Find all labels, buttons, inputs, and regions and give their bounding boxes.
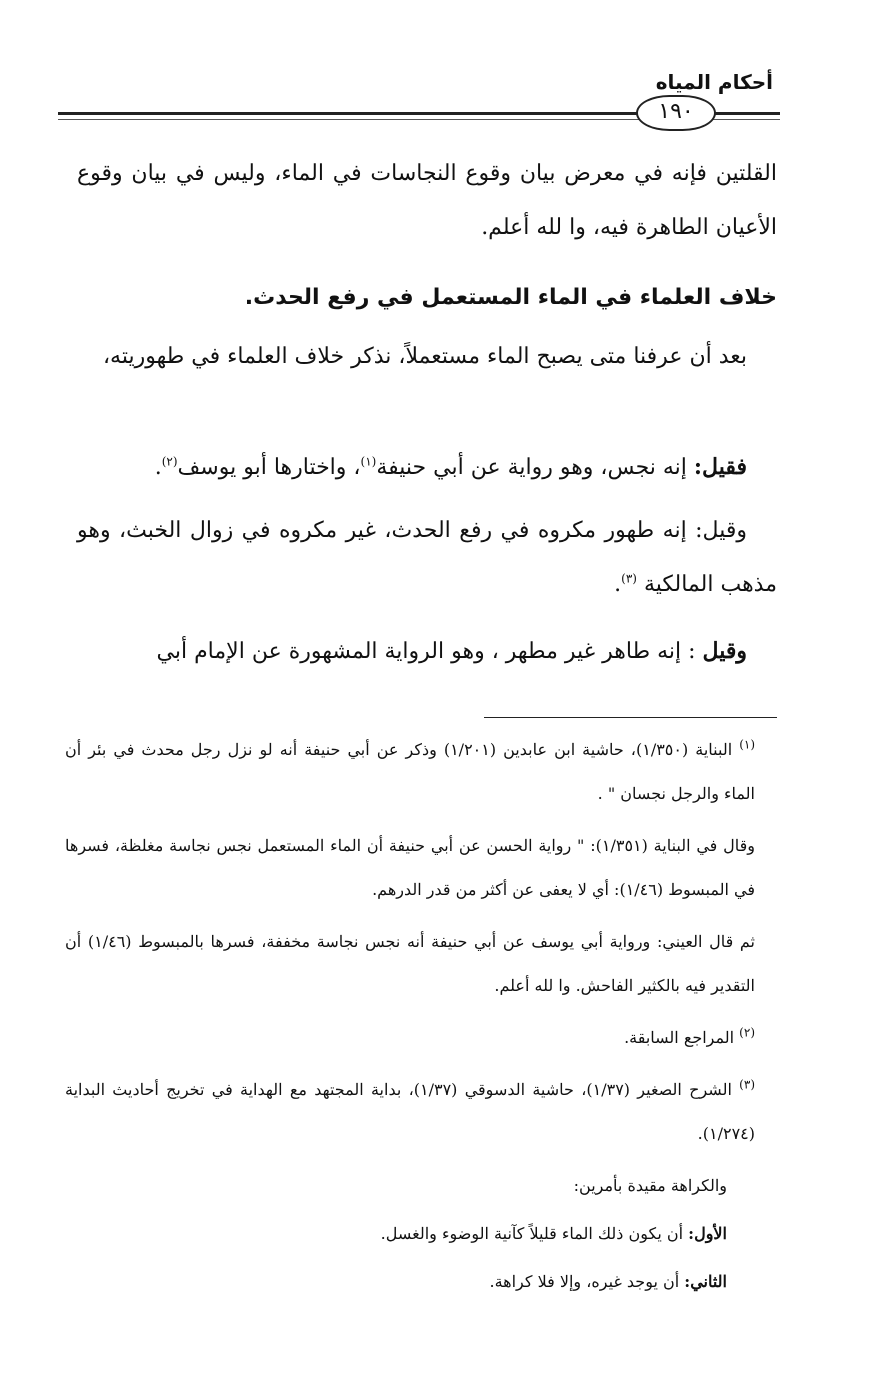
running-header-title: أحكام المياه [655,70,773,94]
footnote-1-text: البناية (١/٣٥٠)، حاشية ابن عابدين (١/٢٠١) وذكر عن أبي حنيفة أنه لو نزل رجل محدث في بئر أن الماء والرجل نجسان " . [65,740,755,803]
page-number: ١٩٠ [636,95,716,131]
section-heading: خلاف العلماء في الماء المستعمل في رفع الحدث. [244,285,777,310]
footnote-separator [484,717,777,718]
footnote-1-para-2 [65,824,777,912]
opinion-1-text2: ، واختارها أبو يوسف [177,455,361,480]
opinion-1-tail: . [154,455,162,480]
footnote-3-para-2 [65,1164,777,1208]
intro-text: القلتين فإنه في معرض بيان وقوع النجاسات في الماء، وليس في بيان وقوع الأعيان الطاهرة فيه، وا لله أعلم. [77,161,777,240]
footnote-3-first-lead: الأول: [688,1224,727,1243]
footnote-3-first [65,1212,777,1256]
footnote-3-second-text: أن يوجد غيره، وإلا فلا كراهة. [489,1272,685,1291]
footnote-1-para-3-text: ثم قال العيني: ورواية أبي يوسف عن أبي حنيفة أنه نجس نجاسة مخففة، فسرها بالمبسوط (١/٤٦) أن التقدير فيه بالكثير الفاحش. وا لله أعلم. [65,932,755,995]
footnote-3 [65,1068,777,1156]
footnote-1-para-3 [65,920,777,1008]
footnote-ref-1: (١) [360,454,377,469]
footnote-2-text: المراجع السابقة. [624,1028,740,1047]
footnote-3-details [65,1164,777,1304]
opinion-3-text: : إنه طاهر غير مطهر ، وهو الرواية المشهورة عن الإمام أبي [156,639,703,664]
footnote-3-second-lead: الثاني: [684,1272,727,1291]
opinion-1-text: إنه نجس، وهو رواية عن أبي حنيفة [376,455,694,480]
footnotes [65,728,777,1308]
footnote-1 [65,728,777,816]
opinion-3 [77,624,777,679]
footnote-3-second [65,1260,777,1304]
footnote-ref-2: (٢) [161,454,178,469]
footnote-ref-3: (٣) [621,571,637,586]
opinion-3-lead: وقيل [702,638,747,664]
section-intro-paragraph [77,330,777,384]
opinion-2-lead: وقيل: [695,518,747,543]
footnote-2 [65,1016,777,1060]
footnote-3-para-2-text: والكراهة مقيدة بأمرين: [573,1176,727,1195]
opinion-1-lead: فقيل: [693,454,747,480]
section-intro-text: بعد أن عرفنا متى يصبح الماء مستعملاً، نذكر خلاف العلماء في طهوريته، [102,344,747,369]
intro-paragraph [77,147,777,255]
opinion-2 [77,504,777,612]
opinion-1 [77,440,777,495]
footnote-1-para-2-text: وقال في البناية (١/٣٥١): " رواية الحسن عن أبي حنيفة أن الماء المستعمل نجس نجاسة مغلظة، فسرها في المبسوط (١/٤٦): أي لا يعفى عن أكثر من قدر الدرهم. [65,836,756,899]
opinion-2-text: إنه طهور مكروه في رفع الحدث، غير مكروه في زوال الخبث، وهو مذهب المالكية [77,518,777,597]
footnote-2-marker: (٢) [739,1025,755,1040]
footnote-3-first-text: أن يكون ذلك الماء قليلاً كآنية الوضوء والغسل. [380,1224,689,1243]
footnote-3-text: الشرح الصغير (١/٣٧)، حاشية الدسوقي (١/٣٧)، بداية المجتهد مع الهداية في تخريج أحاديث البداية (١/٢٧٤). [65,1080,755,1143]
footnote-3-marker: (٣) [739,1077,755,1092]
footnote-1-marker: (١) [739,737,756,752]
opinion-2-tail: . [614,572,622,597]
